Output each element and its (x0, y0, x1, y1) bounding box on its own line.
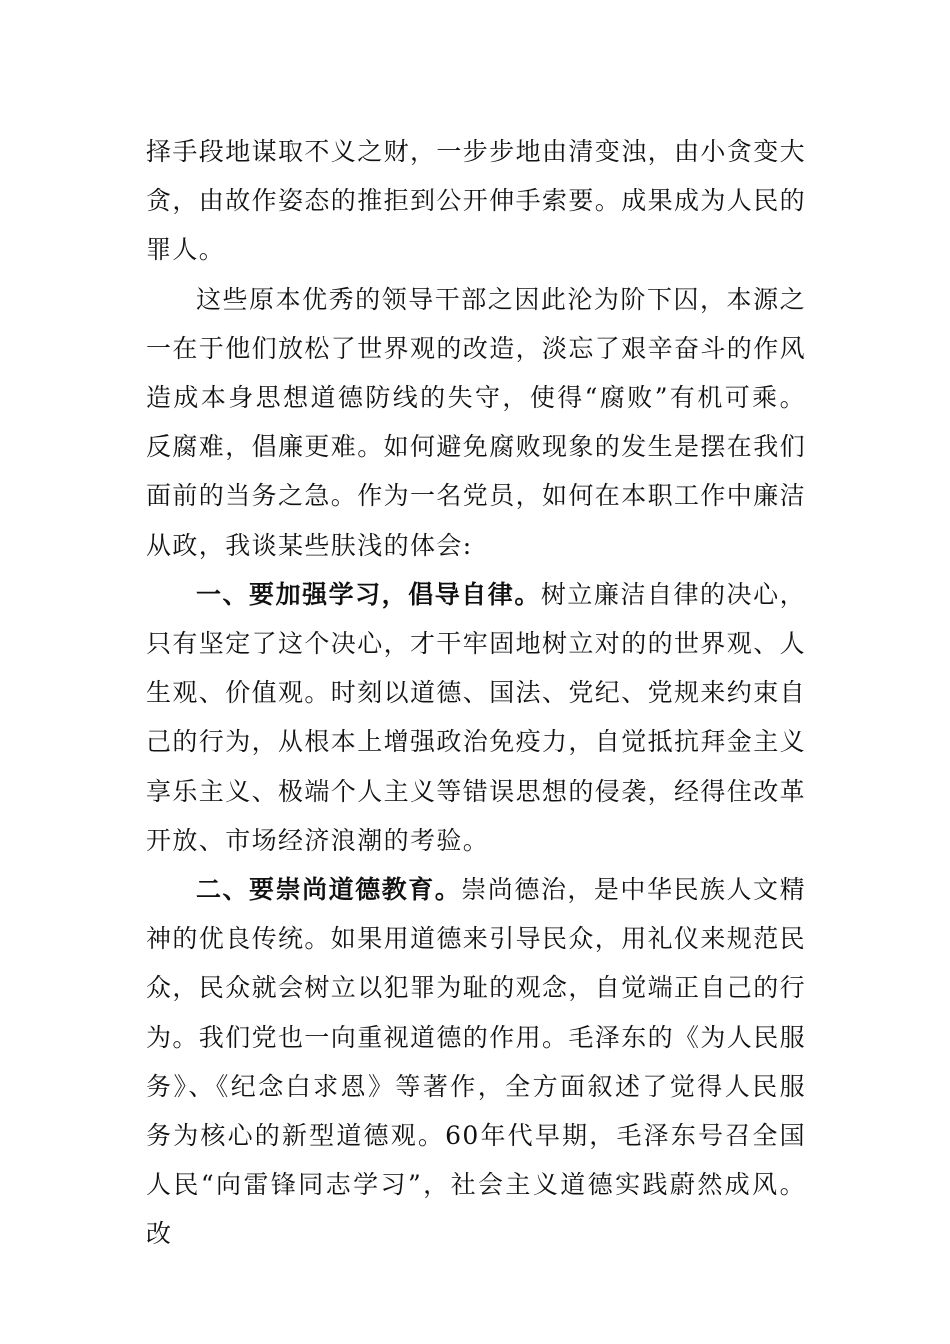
paragraph-text: 择手段地谋取不义之财，一步步地由清变浊，由小贪变大贪，由故作姿态的推拒到公开伸手索要。成果成为人民的罪人。 (146, 137, 807, 265)
paragraph-text: 崇尚德治，是中华民族人文精神的优良传统。如果用道德来引导民众，用礼仪来规范民众，民众就会树立以犯罪为耻的观念，自觉端正自己的行为。我们党也一向重视道德的作用。毛泽东的《为人民服务》、《纪念白求恩》等著作，全方面叙述了觉得人民服务为核心的新型道德观。60年代早期，毛泽东号召全国人民“向雷锋同志学习”，社会主义道德实践蔚然成风。改 (146, 875, 807, 1249)
paragraph-text: 树立廉洁自律的决心，只有坚定了这个决心，才干牢固地树立对的的世界观、人生观、价值观。时刻以道德、国法、党纪、党规来约束自己的行为，从根本上增强政治免疫力，自觉抵抗拜金主义享乐主义、极端个人主义等错误思想的侵袭，经得住改革开放、市场经济浪潮的考验。 (146, 579, 807, 855)
paragraph-point-one (146, 570, 806, 865)
paragraph-intro (146, 275, 806, 570)
paragraph-text: 这些原本优秀的领导干部之因此沦为阶下囚，本源之一在于他们放松了世界观的改造，淡忘了艰辛奋斗的作风造成本身思想道德防线的失守，使得“腐败”有机可乘。反腐难，倡廉更难。如何避免腐败现象的发生是摆在我们面前的当务之急。作为一名党员，如何在本职工作中廉洁从政，我谈某些肤浅的体会: (146, 284, 807, 560)
section-heading: 一、要加强学习，倡导自律。 (196, 579, 541, 609)
section-heading: 二、要崇尚道德教育。 (196, 875, 462, 905)
paragraph-point-two (146, 865, 806, 1259)
body-text (146, 127, 806, 1259)
paragraph-continuation (146, 127, 806, 275)
